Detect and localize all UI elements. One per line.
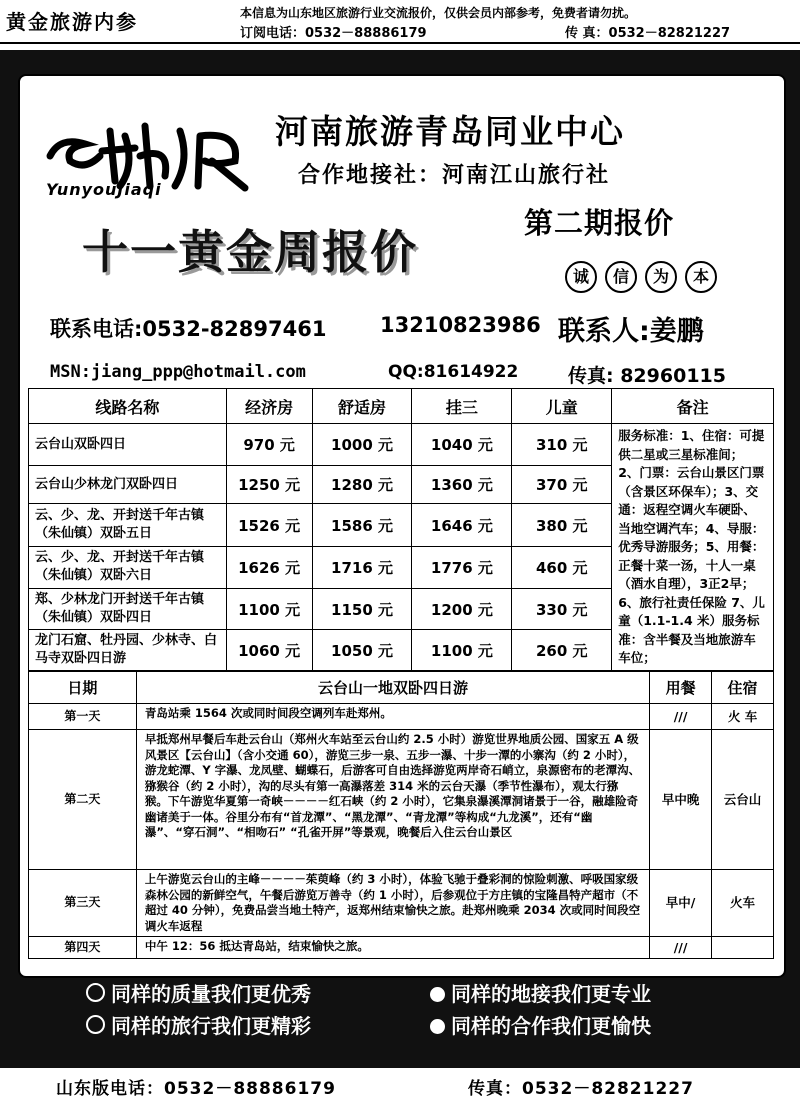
route-name: 郑、少林龙门开封送千年古镇（朱仙镇）双卧四日	[29, 588, 227, 629]
day-stay: 火车	[712, 870, 774, 937]
slogan-cooperation	[430, 1010, 651, 1039]
route-name: 云台山双卧四日	[29, 424, 227, 466]
company-name: 河南旅游青岛同业中心	[275, 112, 625, 151]
itinerary-day-row	[29, 730, 774, 870]
service-notes: 服务标准：1、住宿：可提供二星或三星标准间； 2、门票：云台山景区门票（含景区环保车）；3、交通：返程空调火车硬卧、当地空调汽车；4、导服：优秀导游服务；5、用餐：正餐十菜一汤，十人一桌（酒水自理），3正2早；6、旅行社责任保险 7、儿童（1.1-1.4 米）服务标准：含半餐及当地旅游车车位；	[612, 424, 774, 672]
slogan-local-agency	[430, 978, 651, 1007]
economy-price: 970 元	[226, 424, 312, 466]
contact-line-1	[50, 313, 704, 347]
footer-phone: 山东版电话：0532－88886179	[56, 1079, 336, 1099]
subscribe-phone: 订阅电话：0532－88886179	[240, 26, 427, 41]
three-star-price: 1040 元	[412, 424, 512, 466]
itinerary-day-row	[29, 937, 774, 959]
contact-person: 联系人:姜鹏	[558, 316, 704, 347]
col-notes: 备注	[612, 389, 774, 424]
member-notice: 本信息为山东地区旅游行业交流报价，仅供会员内部参考，免费者请勿扰。	[240, 6, 637, 20]
filled-circle-icon	[430, 1019, 445, 1034]
open-circle-icon	[86, 983, 105, 1002]
day-label: 第二天	[29, 730, 137, 870]
contact-line-2	[50, 362, 726, 387]
col-stay: 住宿	[712, 671, 774, 704]
route-name: 云台山少林龙门双卧四日	[29, 466, 227, 504]
header-fax: 传 真：0532－82821227	[565, 26, 731, 41]
contact-msn: MSN:jiang_ppp@hotmail.com	[50, 362, 306, 382]
logo-wordmark: YunyouJiaqi	[46, 180, 162, 199]
itinerary-day-row	[29, 704, 774, 730]
top-header-bar	[0, 0, 800, 44]
contact-phone: 联系电话:0532-82897461	[50, 317, 327, 341]
three-star-price: 1776 元	[412, 546, 512, 588]
price-row	[29, 424, 774, 466]
route-name: 龙门石窟、牡丹园、少林寺、白马寺双卧四日游	[29, 630, 227, 671]
day-label: 第三天	[29, 870, 137, 937]
itinerary-header-row	[29, 671, 774, 704]
route-name: 云、少、龙、开封送千年古镇（朱仙镇）双卧六日	[29, 546, 227, 588]
child-price: 310 元	[512, 424, 612, 466]
col-three-star: 挂三	[412, 389, 512, 424]
child-price: 380 元	[512, 504, 612, 546]
day-meals: 早中晚	[650, 730, 712, 870]
publication-brand: 黄金旅游内参	[6, 10, 138, 34]
economy-price: 1100 元	[226, 588, 312, 629]
day-description: 上午游览云台山的主峰－－－－茱萸峰（约 3 小时），体验飞驰于叠彩洞的惊险刺激、呼吸国家级森林公园的新鲜空气，午餐后游览万善寺（约 1 小时），后参观位于方庄镇的宝隆昌特产超市（不超过 40 分钟），免费品尝当地土特产，返郑州结束愉快之旅。赴郑州晚乘 2034 次或同时间段空调火车返程	[136, 870, 649, 937]
col-meals: 用餐	[650, 671, 712, 704]
child-price: 330 元	[512, 588, 612, 629]
col-economy: 经济房	[226, 389, 312, 424]
filled-circle-icon	[430, 987, 445, 1002]
honesty-char: 本	[685, 261, 717, 293]
slogan-text: 同样的合作我们更愉快	[451, 1014, 651, 1038]
day-description: 青岛站乘 1564 次或同时间段空调列车赴郑州。	[136, 704, 649, 730]
comfort-price: 1050 元	[312, 630, 412, 671]
economy-price: 1060 元	[226, 630, 312, 671]
contact-qq: QQ:81614922	[388, 362, 519, 382]
itinerary-day-row	[29, 870, 774, 937]
col-comfort: 舒适房	[312, 389, 412, 424]
honesty-char: 为	[645, 261, 677, 293]
day-label: 第一天	[29, 704, 137, 730]
footer-fax: 传真：0532－82821227	[468, 1079, 694, 1099]
day-meals: 早中/	[650, 870, 712, 937]
comfort-price: 1586 元	[312, 504, 412, 546]
slogan-quality	[86, 978, 311, 1007]
honesty-char: 诚	[565, 261, 597, 293]
slogan-text: 同样的质量我们更优秀	[111, 982, 311, 1006]
golden-week-title: 十一黄金周报价	[82, 225, 418, 279]
comfort-price: 1280 元	[312, 466, 412, 504]
day-meals: ///	[650, 704, 712, 730]
contact-mobile: 13210823986	[380, 313, 541, 337]
comfort-price: 1150 元	[312, 588, 412, 629]
itinerary-table	[28, 670, 774, 959]
partner-agency: 合作地接社：河南江山旅行社	[298, 162, 611, 188]
route-name: 云、少、龙、开封送千年古镇（朱仙镇）双卧五日	[29, 504, 227, 546]
advert-card	[18, 74, 786, 978]
col-child: 儿童	[512, 389, 612, 424]
comfort-price: 1716 元	[312, 546, 412, 588]
day-stay	[712, 937, 774, 959]
child-price: 370 元	[512, 466, 612, 504]
day-description: 中午 12：56 抵达青岛站，结束愉快之旅。	[136, 937, 649, 959]
comfort-price: 1000 元	[312, 424, 412, 466]
footer-bar	[0, 1068, 800, 1100]
honesty-badges	[565, 261, 717, 293]
day-description: 早抵郑州早餐后车赴云台山（郑州火车站至云台山约 2.5 小时）游览世界地质公园、国家五 A 级风景区【云台山】（含小交通 60），游览三步一泉、五步一瀑、十步一潭的小寨沟（约 2 小时），游龙蛇潭、Y 字瀑、龙凤壁、蝴蝶石，后游客可自由选择游览两岸奇石峭立，泉源密布的老潭沟、猕猴谷（约 2 小时），沟的尽头有第一高瀑落差 314 米的云台天瀑（季节性瀑布），观太行猕猴。下午游览华夏第一奇峡－－－－红石峡（约 2 小时），它集泉瀑溪潭洞诸景于一谷，融雄险奇幽诸美于一体。谷里分布有“首龙潭”、“黑龙潭”、“青龙潭”等构成“九龙溪”，还有“幽瀑”、“穿石洞”、“相吻石” “孔雀开屏”等景观，晚餐后入住云台山景区	[136, 730, 649, 870]
quote-period: 第二期报价	[524, 206, 675, 240]
slogan-travel	[86, 1010, 311, 1039]
price-table	[28, 388, 774, 672]
day-meals: ///	[650, 937, 712, 959]
economy-price: 1250 元	[226, 466, 312, 504]
honesty-char: 信	[605, 261, 637, 293]
col-date: 日期	[29, 671, 137, 704]
three-star-price: 1360 元	[412, 466, 512, 504]
col-route-name: 线路名称	[29, 389, 227, 424]
three-star-price: 1646 元	[412, 504, 512, 546]
price-header-row	[29, 389, 774, 424]
economy-price: 1626 元	[226, 546, 312, 588]
three-star-price: 1100 元	[412, 630, 512, 671]
child-price: 460 元	[512, 546, 612, 588]
slogan-text: 同样的地接我们更专业	[451, 982, 651, 1006]
child-price: 260 元	[512, 630, 612, 671]
slogan-text: 同样的旅行我们更精彩	[111, 1014, 311, 1038]
day-stay: 火 车	[712, 704, 774, 730]
day-label: 第四天	[29, 937, 137, 959]
col-itinerary: 云台山一地双卧四日游	[136, 671, 649, 704]
three-star-price: 1200 元	[412, 588, 512, 629]
day-stay: 云台山	[712, 730, 774, 870]
economy-price: 1526 元	[226, 504, 312, 546]
open-circle-icon	[86, 1015, 105, 1034]
contact-fax: 传真: 82960115	[568, 365, 726, 387]
